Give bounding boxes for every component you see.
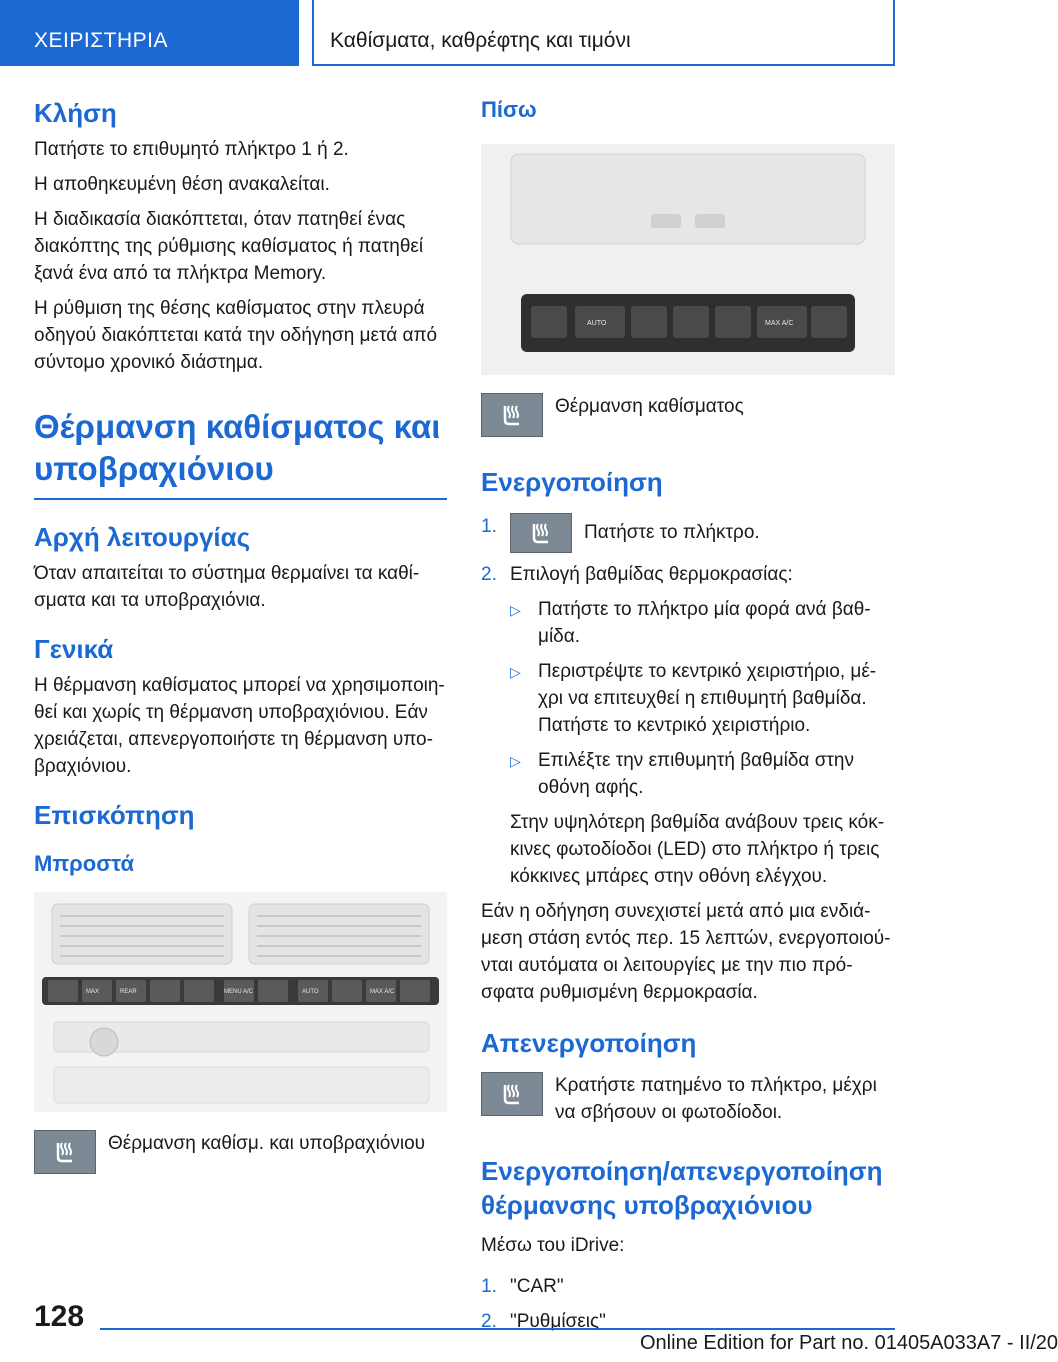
front-control-panel-image xyxy=(34,892,447,1112)
step-number: 1. xyxy=(481,516,497,537)
resume-paragraph xyxy=(481,898,895,1006)
step-text: Πατήστε το πλήκτρο. xyxy=(584,522,760,543)
seat-heating-icon xyxy=(34,1130,96,1174)
rear-heading: Πίσω xyxy=(481,97,537,122)
seat-heating-icon xyxy=(510,513,572,553)
text-line: Η διαδικασία διακόπτεται, όταν πατηθεί ένας xyxy=(34,209,406,230)
chapter-title: Καθίσματα, καθρέφτης και τιμόνι xyxy=(312,0,895,66)
text-line: Η ρύθμιση της θέσης καθίσματος στην πλευρά xyxy=(34,298,425,319)
list-item xyxy=(481,561,895,588)
text-line: Όταν απαιτείται το σύστημα θερμαίνει τα καθί- xyxy=(34,563,420,584)
text-line: θεί και χωρίς τη θέρμανση υποβραχιόνιου. Εάν xyxy=(34,702,428,723)
general-heading: Γενικά xyxy=(34,634,114,664)
activation-steps xyxy=(481,513,895,588)
call-heading: Κλήση xyxy=(34,98,117,128)
front-caption-row xyxy=(34,1130,447,1174)
seat-heating-glyph xyxy=(50,1137,80,1167)
step-text: "Ρυθμίσεις" xyxy=(510,1311,606,1332)
principle-paragraph xyxy=(34,560,447,614)
text-line: Επιλέξτε την επιθυμητή βαθμίδα στην xyxy=(538,750,854,771)
panel-label-menu: MENU A/C xyxy=(224,989,254,995)
text-line: Περιστρέψτε το κεντρικό χειριστήριο, μέ- xyxy=(538,661,877,682)
text-line: να σβήσουν οι φωτοδίοδοι. xyxy=(555,1102,783,1123)
text-line: διακόπτης της ρύθμισης καθίσματος ή πατηθεί xyxy=(34,236,424,257)
seat-heating-icon xyxy=(481,393,543,437)
option-text xyxy=(538,658,876,739)
text-line: σματα και τα υποβραχιόνια. xyxy=(34,590,266,611)
triangle-bullet-icon: ▷ xyxy=(510,664,521,680)
seat-heating-glyph xyxy=(526,518,556,548)
rear-control-panel-image xyxy=(481,144,895,375)
deactivation-row xyxy=(481,1072,895,1126)
call-paragraph-1: Πατήστε το επιθυμητό πλήκτρο 1 ή 2. xyxy=(34,139,349,160)
text-line: βραχιόνιου. xyxy=(34,756,132,777)
text-line: μεση στάση εντός περ. 15 λεπτών, ενεργοποιού- xyxy=(481,928,891,949)
list-item xyxy=(481,1308,895,1335)
panel-label-max-ac: MAX A/C xyxy=(370,989,395,995)
triangle-bullet-icon: ▷ xyxy=(510,602,521,618)
heading-line: θέρμανσης υποβραχιόνιου xyxy=(481,1190,813,1220)
panel-label-max: MAX xyxy=(86,989,100,995)
led-paragraph xyxy=(510,809,895,890)
seat-heating-glyph xyxy=(497,400,527,430)
seat-heating-icon xyxy=(481,1072,543,1116)
option-text xyxy=(538,747,854,801)
text-line: μίδα. xyxy=(538,626,581,647)
front-caption-text: Θέρμανση καθίσμ. και υποβραχιόνιου xyxy=(108,1133,426,1154)
step-number: 2. xyxy=(481,564,497,585)
list-item xyxy=(510,596,895,650)
general-paragraph xyxy=(34,672,447,780)
triangle-bullet-icon: ▷ xyxy=(510,753,521,769)
page-header xyxy=(0,0,960,66)
heading-line: Ενεργοποίηση/απενεργοποίηση xyxy=(481,1156,883,1186)
rear-caption-row xyxy=(481,393,895,437)
text-line: Κρατήστε πατημένο το πλήκτρο, μέχρι xyxy=(555,1075,877,1096)
overview-heading: Επισκόπηση xyxy=(34,800,195,830)
text-line: Εάν η οδήγηση συνεχιστεί μετά από μια ενδιά- xyxy=(481,901,871,922)
rear-caption-text: Θέρμανση καθίσματος xyxy=(555,396,744,417)
section-tab: ΧΕΙΡΙΣΤΗΡΙΑ xyxy=(0,0,299,66)
text-line: Πατήστε το πλήκτρο μία φορά ανά βαθ- xyxy=(538,599,871,620)
option-text xyxy=(538,596,871,650)
text-line: κινες φωτοδίοδοι (LED) στο πλήκτρο ή τρεις xyxy=(510,839,880,860)
call-paragraph-3 xyxy=(34,206,447,287)
idrive-steps xyxy=(481,1273,895,1335)
rear-panel-illustration xyxy=(481,144,895,375)
call-paragraph-2: Η αποθηκευμένη θέση ανακαλείται. xyxy=(34,174,330,195)
seat-heating-glyph xyxy=(497,1079,527,1109)
text-line: σφατα ρυθμισμένη θερμοκρασία. xyxy=(481,982,758,1003)
temperature-options xyxy=(510,596,895,801)
step-text: "CAR" xyxy=(510,1276,564,1297)
step-number: 2. xyxy=(481,1311,497,1332)
text-line: Στην υψηλότερη βαθμίδα ανάβουν τρεις κόκ- xyxy=(510,812,885,833)
list-item xyxy=(510,658,895,739)
text-line: οθόνη αφής. xyxy=(538,777,644,798)
rear-panel-label-max-ac: MAX A/C xyxy=(765,320,794,327)
footer-divider xyxy=(100,1328,895,1330)
heading-line: Θέρμανση καθίσματος και xyxy=(34,408,441,445)
text-line: χρι να επιτευχθεί η επιθυμητή βαθμίδα. xyxy=(538,688,867,709)
main-section-heading xyxy=(34,406,447,500)
deactivation-text xyxy=(555,1072,877,1126)
activation-heading: Ενεργοποίηση xyxy=(481,467,663,497)
right-column xyxy=(481,96,895,1343)
text-line: νται αυτόματα οι λειτουργίες με την πιο πρό- xyxy=(481,955,853,976)
page-number: 128 xyxy=(34,1300,85,1333)
front-panel-illustration xyxy=(34,892,447,1112)
principle-heading: Αρχή λειτουργίας xyxy=(34,522,251,552)
panel-label-auto: AUTO xyxy=(302,989,319,995)
left-column xyxy=(34,96,447,1174)
call-paragraph-4 xyxy=(34,295,447,376)
armrest-heating-heading xyxy=(481,1154,895,1222)
text-line: Η θέρμανση καθίσματος μπορεί να χρησιμοποιη- xyxy=(34,675,445,696)
heading-line: υποβραχιόνιου xyxy=(34,450,274,487)
text-line: σύντομο χρονικό διάστημα. xyxy=(34,352,264,373)
text-line: κόκκινες μπάρες στην οθόνη ελέγχου. xyxy=(510,866,828,887)
rear-panel-label-auto: AUTO xyxy=(587,320,607,327)
panel-label-rear: REAR xyxy=(120,989,137,995)
text-line: Πατήστε το κεντρικό χειριστήριο. xyxy=(538,715,811,736)
list-item xyxy=(481,1273,895,1300)
text-line: χρειάζεται, απενεργοποιήστε τη θέρμανση υπο- xyxy=(34,729,433,750)
list-item xyxy=(510,747,895,801)
front-heading: Μπροστά xyxy=(34,851,134,876)
idrive-text: Μέσω του iDrive: xyxy=(481,1235,625,1256)
text-line: οδηγού διακόπτεται κατά την οδήγηση μετά από xyxy=(34,325,438,346)
text-line: ξανά ένα από τα πλήκτρα Memory. xyxy=(34,263,327,284)
list-item xyxy=(481,513,895,553)
edition-text: Online Edition for Part no. 01405A033A7 - II/20 xyxy=(640,1332,1058,1354)
deactivation-heading: Απενεργοποίηση xyxy=(481,1028,697,1058)
step-number: 1. xyxy=(481,1276,497,1297)
step-text: Επιλογή βαθμίδας θερμοκρασίας: xyxy=(510,564,793,585)
